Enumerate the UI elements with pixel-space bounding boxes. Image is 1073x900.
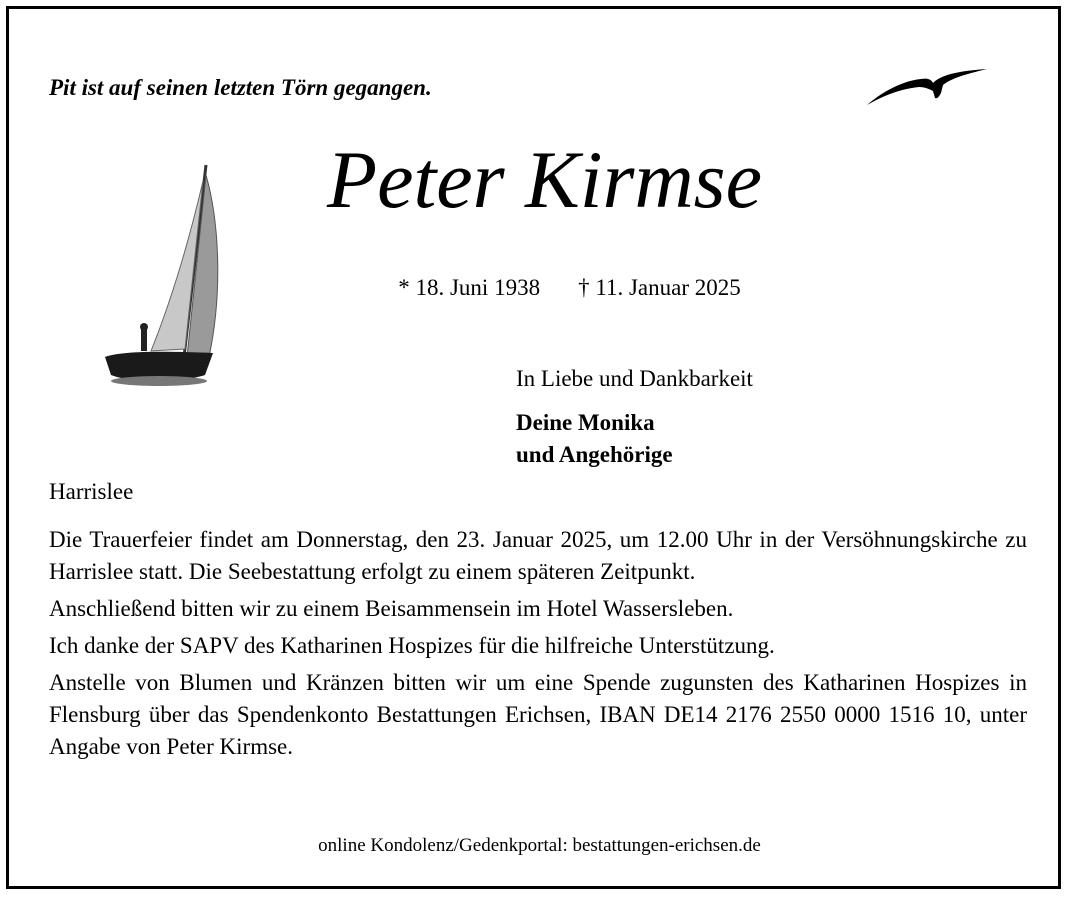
deceased-name: Peter Kirmse bbox=[327, 134, 762, 225]
announcement-text bbox=[49, 524, 1027, 768]
signer-line-1: Deine Monika bbox=[516, 410, 655, 435]
place: Harrislee bbox=[49, 479, 134, 504]
motto: Pit ist auf seinen letzten Törn gegangen. bbox=[49, 75, 432, 100]
funeral-paragraph: Die Trauerfeier findet am Donnerstag, den 23. Januar 2025, um 12.00 Uhr in der Versöhnungskirche zu Harrislee statt. Die Seebestattung erfolgt zu einem späteren Zeitpunkt. bbox=[49, 527, 1027, 584]
death-date: † 11. Januar 2025 bbox=[578, 275, 741, 300]
birth-date: * 18. Juni 1938 bbox=[398, 275, 541, 300]
seagull-icon bbox=[861, 63, 989, 111]
farewell-line: In Liebe und Dankbarkeit bbox=[516, 366, 753, 391]
signers bbox=[516, 407, 673, 471]
gathering-paragraph: Anschließend bitten wir zu einem Beisammensein im Hotel Wassersleben. bbox=[49, 596, 734, 621]
signer-line-2: und Angehörige bbox=[516, 442, 673, 467]
donation-paragraph: Anstelle von Blumen und Kränzen bitten wir um eine Spende zugunsten des Katharinen Hospizes in Flensburg über das Spendenkonto Bestattungen Erichsen, IBAN DE14 2176 2550 0000 1516 10, unter Angabe von Peter Kirmse. bbox=[49, 670, 1027, 759]
thanks-paragraph: Ich danke der SAPV des Katharinen Hospizes für die hilfreiche Unterstützung. bbox=[49, 633, 775, 658]
life-dates bbox=[9, 275, 1064, 301]
condolence-portal: online Kondolenz/Gedenkportal: bestattungen-erichsen.de bbox=[318, 835, 761, 856]
obituary-card bbox=[6, 6, 1061, 889]
